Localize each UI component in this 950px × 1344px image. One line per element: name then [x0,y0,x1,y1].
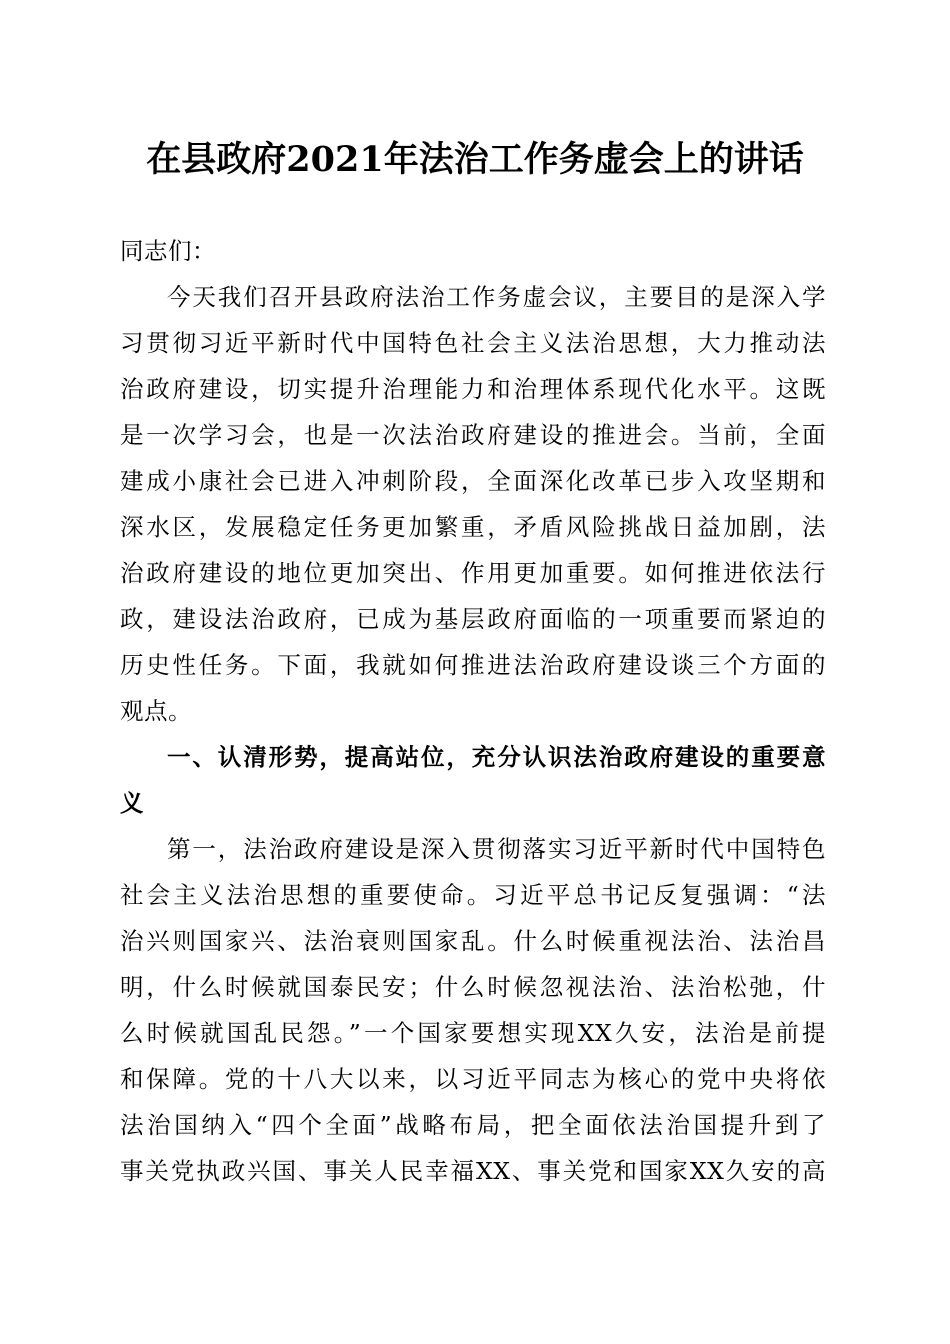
paragraph-line: 法治国纳入“四个全面”战略布局，把全面依法治国提升到了 [120,1111,826,1139]
paragraph-line: 么时候就国乱民怨。”一个国家要想实现XX久安，法治是前提 [120,1019,826,1047]
section-heading-line: 义 [120,789,144,817]
paragraph-line: 事关党执政兴国、事关人民幸福XX、事关党和国家XX久安的高 [120,1157,826,1185]
paragraph-line: 观点。 [120,697,192,725]
paragraph-line: 和保障。党的十八大以来，以习近平同志为核心的党中央将依 [120,1065,826,1093]
paragraph-line: 同志们： [120,237,216,265]
document-title: 在县政府2021年法治工作务虚会上的讲话 [146,139,804,180]
paragraph-line: 今天我们召开县政府法治工作务虚会议，主要目的是深入学 [167,283,826,311]
document-body [120,228,826,1194]
paragraph-line: 社会主义法治思想的重要使命。习近平总书记反复强调：“法 [120,881,826,909]
paragraph-line: 治政府建设，切实提升治理能力和治理体系现代化水平。这既 [120,375,826,403]
paragraph-line: 习贯彻习近平新时代中国特色社会主义法治思想，大力推动法 [120,329,826,357]
paragraph-line: 治政府建设的地位更加突出、作用更加重要。如何推进依法行 [120,559,826,587]
paragraph-line: 治兴则国家兴、法治衰则国家乱。什么时候重视法治、法治昌 [120,927,826,955]
paragraph-line: 政，建设法治政府，已成为基层政府面临的一项重要而紧迫的 [120,605,826,633]
paragraph-line: 是一次学习会，也是一次法治政府建设的推进会。当前，全面 [120,421,826,449]
paragraph-line: 第一，法治政府建设是深入贯彻落实习近平新时代中国特色 [167,835,826,863]
paragraph-line: 深水区，发展稳定任务更加繁重，矛盾风险挑战日益加剧，法 [120,513,826,541]
section-heading-line: 一、认清形势，提高站位，充分认识法治政府建设的重要意 [167,743,826,771]
paragraph-line: 建成小康社会已进入冲刺阶段，全面深化改革已步入攻坚期和 [120,467,826,495]
paragraph-line: 明，什么时候就国泰民安；什么时候忽视法治、法治松弛，什 [120,973,826,1001]
paragraph-line: 历史性任务。下面，我就如何推进法治政府建设谈三个方面的 [120,651,826,679]
